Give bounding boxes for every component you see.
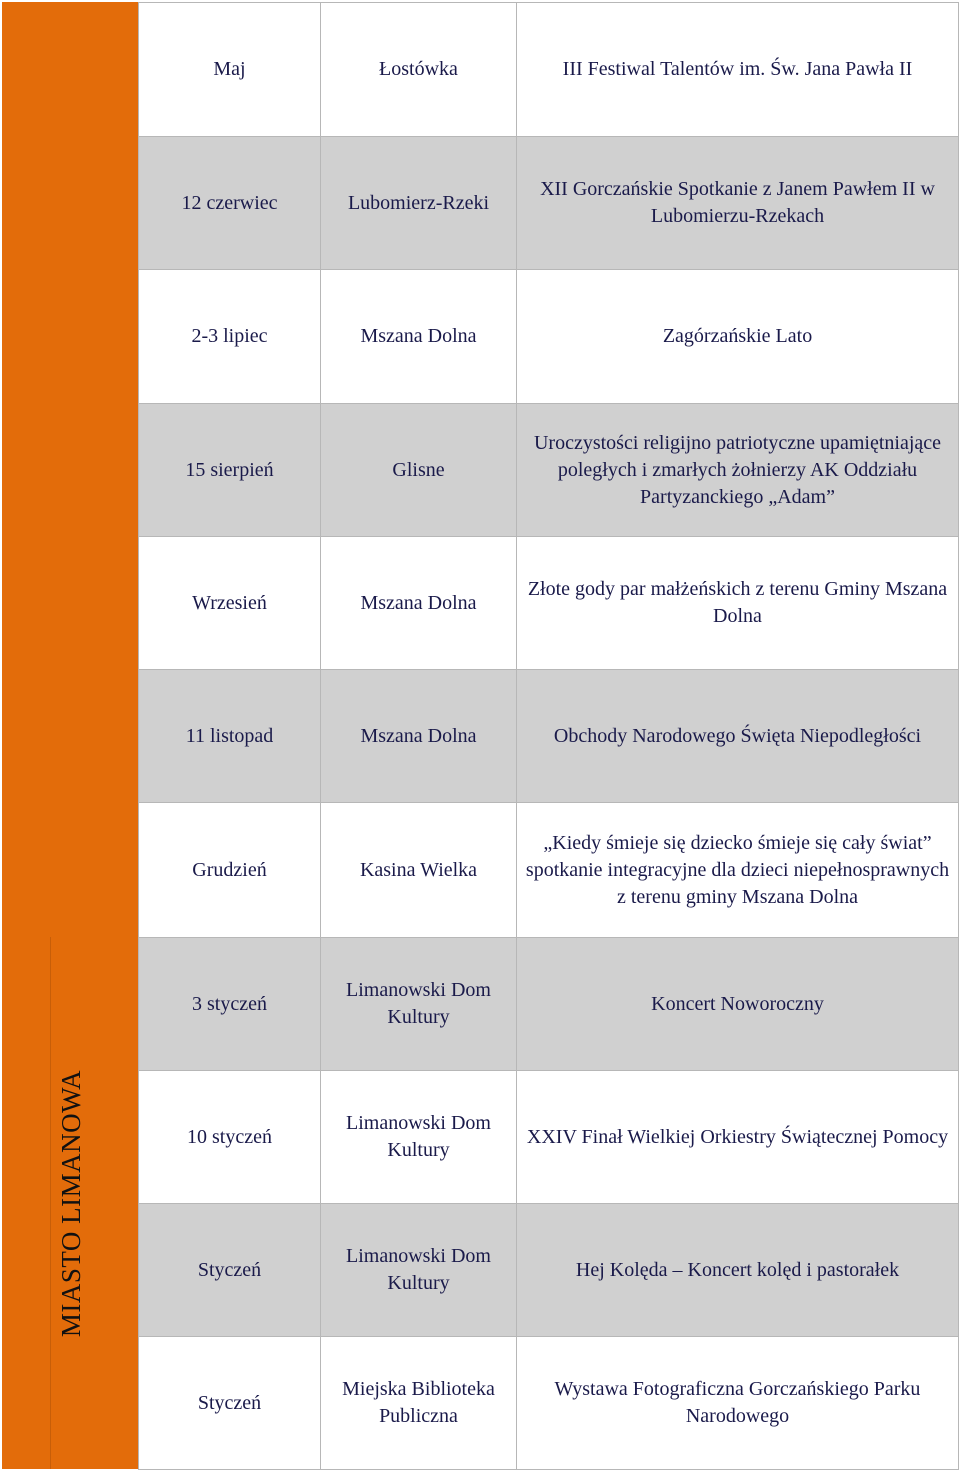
table-row [139,537,959,670]
table-row [139,803,959,938]
date-cell: Wrzesień [139,537,321,670]
place-cell: Mszana Dolna [321,670,517,803]
date-cell: Grudzień [139,803,321,938]
place-cell: Mszana Dolna [321,537,517,670]
event-cell: XII Gorczańskie Spotkanie z Janem Pawłem II w Lubomierzu-Rzekach [517,137,959,270]
event-cell: Złote gody par małżeńskich z terenu Gminy Mszana Dolna [517,537,959,670]
date-cell: Maj [139,3,321,137]
table-row [139,1337,959,1470]
place-cell: Mszana Dolna [321,270,517,404]
place-cell: Glisne [321,404,517,537]
place-cell: Limanowski Dom Kultury [321,1071,517,1204]
place-cell: Łostówka [321,3,517,137]
place-cell: Limanowski Dom Kultury [321,938,517,1071]
section-label: MIASTO LIMANOWA [56,1069,87,1337]
date-cell: 15 sierpień [139,404,321,537]
table-row [139,670,959,803]
date-cell: 11 listopad [139,670,321,803]
date-cell: 10 styczeń [139,1071,321,1204]
section-label-cell [52,937,92,1469]
table-row [139,1204,959,1337]
gmina-section-band [2,2,138,937]
date-cell: 3 styczeń [139,938,321,1071]
date-cell: Styczeń [139,1337,321,1470]
place-cell: Lubomierz-Rzeki [321,137,517,270]
event-cell: Zagórzańskie Lato [517,270,959,404]
table-row [139,938,959,1071]
event-cell: Koncert Noworoczny [517,938,959,1071]
table-row [139,404,959,537]
event-cell: Hej Kolęda – Koncert kolęd i pastorałek [517,1204,959,1337]
events-table [138,2,959,1470]
table-row [139,137,959,270]
event-cell: III Festiwal Talentów im. Św. Jana Pawła II [517,3,959,137]
place-cell: Limanowski Dom Kultury [321,1204,517,1337]
event-cell: Obchody Narodowego Święta Niepodległości [517,670,959,803]
place-cell: Kasina Wielka [321,803,517,938]
date-cell: 2-3 lipiec [139,270,321,404]
table-row [139,1071,959,1204]
date-cell: Styczeń [139,1204,321,1337]
place-cell: Miejska Biblioteka Publiczna [321,1337,517,1470]
event-cell: Wystawa Fotograficzna Gorczańskiego Parku Narodowego [517,1337,959,1470]
event-cell: XXIV Finał Wielkiej Orkiestry Świątecznej Pomocy [517,1071,959,1204]
table-row [139,3,959,137]
band-divider [50,937,51,1469]
event-cell: Uroczystości religijno patriotyczne upamiętniające poległych i zmarłych żołnierzy AK Oddziału Partyzanckiego „Adam” [517,404,959,537]
table-row [139,270,959,404]
date-cell: 12 czerwiec [139,137,321,270]
event-cell: „Kiedy śmieje się dziecko śmieje się cały świat” spotkanie integracyjne dla dzieci niepełnosprawnych z terenu gminy Mszana Dolna [517,803,959,938]
